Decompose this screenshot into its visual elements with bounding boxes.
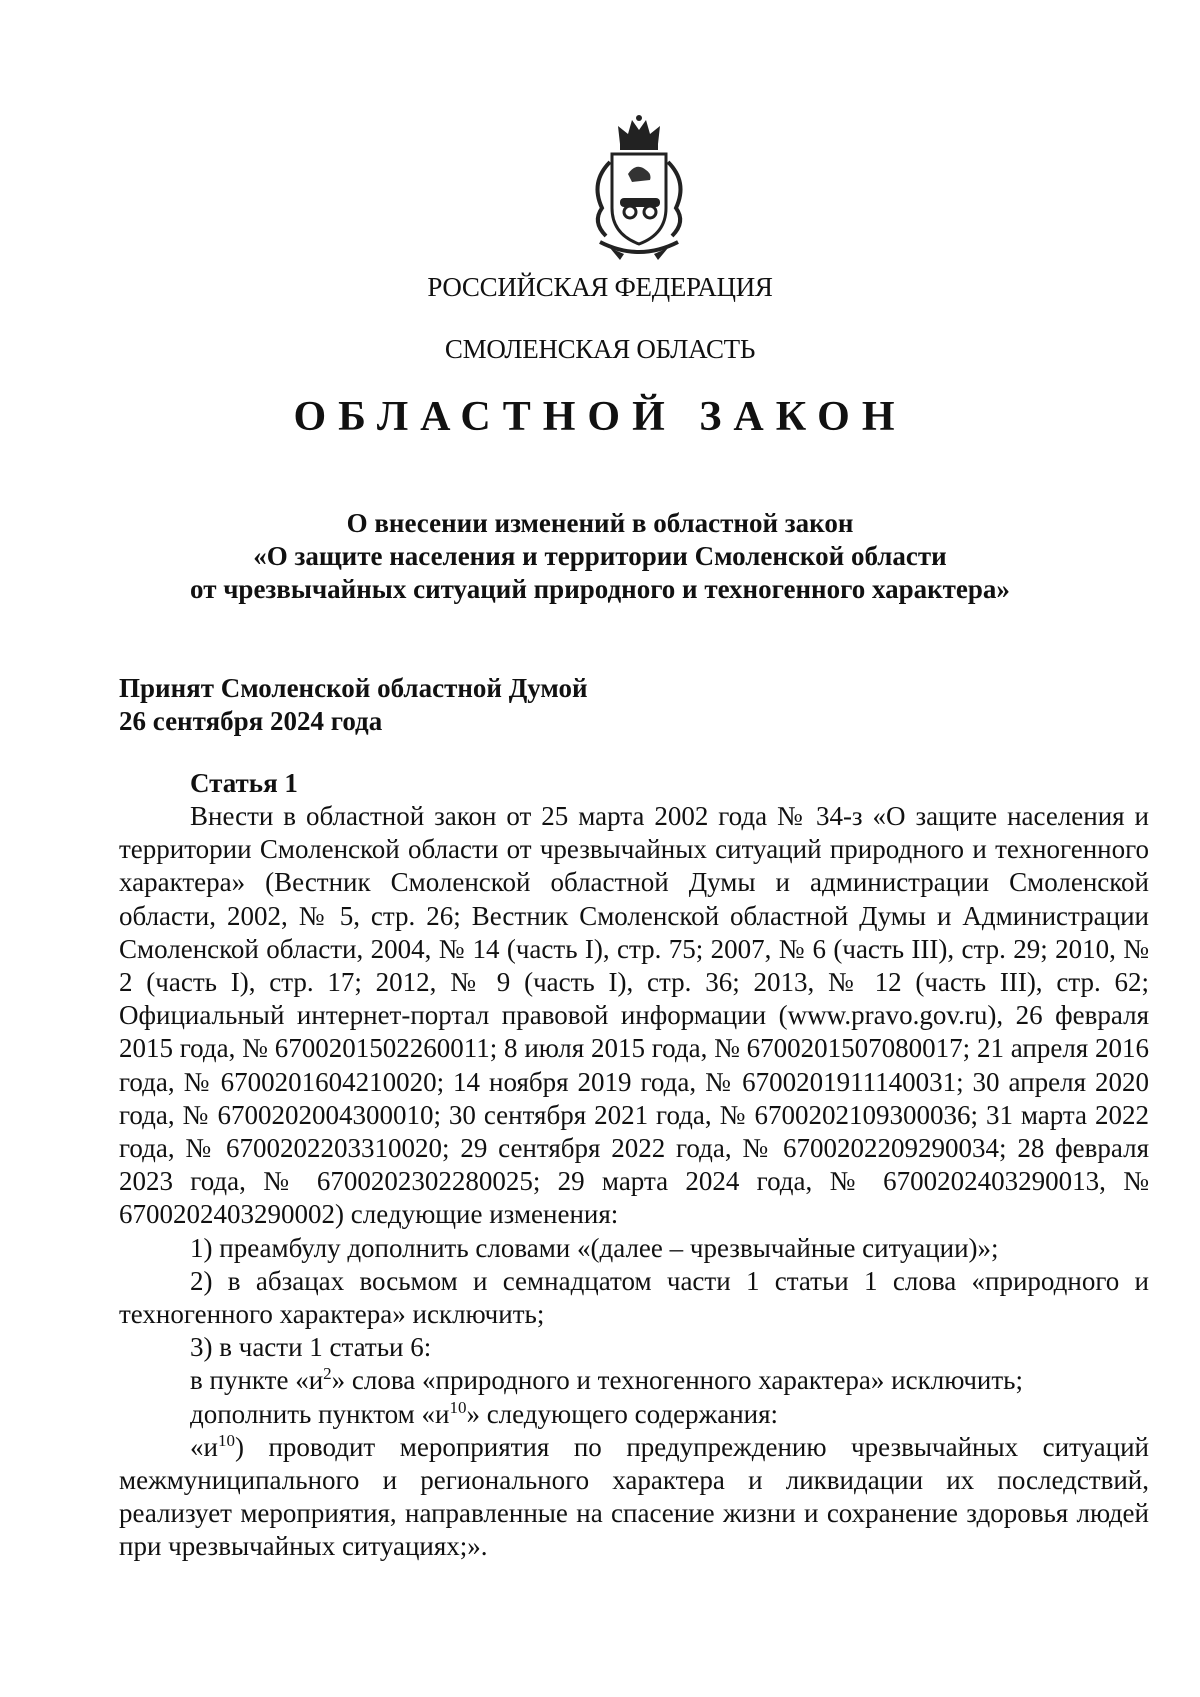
subject-line-1: О внесении изменений в областной закон [346, 508, 854, 538]
adoption-block [119, 672, 588, 738]
amendment-item-3b: дополнить пунктом «$и^{10}$» следующего содержания: [190, 1397, 779, 1429]
law-title: ОБЛАСТНОЙ ЗАКОН [293, 394, 907, 440]
article-1-body [119, 800, 1149, 1564]
law-subject [0, 507, 1200, 606]
federation-heading: РОССИЙСКАЯ ФЕДЕРАЦИЯ [427, 272, 773, 302]
adoption-date: 26 сентября 2024 года [119, 706, 383, 736]
amendment-item-3a: в пункте «$и^2$» слова «природного и техногенного характера» исключить; [190, 1364, 1023, 1396]
subject-line-2: «О защите населения и территории Смоленской области [253, 541, 947, 571]
article-1-intro: Внести в областной закон от 25 марта 2002 года № 34-з «О защите населения и территории Смоленской области от чрезвычайных ситуаций природного и техногенного характера» (Вестник Смоленской областной Думы и администрации Смоленской области, 2002, № 5, стр. 26; Вестник Смоленской областной Думы и Администрации Смоленской области, 2004, № 14 (часть I), стр. 75; 2007, № 6 (часть III), стр. 29; 2010, № 2 (часть I), стр. 17; 2012, № 9 (часть I), стр. 36; 2013, № 12 (часть III), стр. 62; Официальный интернет-портал правовой информации (www.pravo.gov.ru), 26 февраля 2015 года, № 6700201502260011; 8 июля 2015 года, № 6700201507080017; 21 апреля 2016 года, № 6700201604210020; 14 ноября 2019 года, № 6700201911140031; 30 апреля 2020 года, № 6700202004300010; 30 сентября 2021 года, № 6700202109300036; 31 марта 2022 года, № 6700202203310020; 29 сентября 2022 года, № 6700202209290034; 28 февраля 2023 года, № 6700202302280025; 29 марта 2024 года, № 6700202403290013, № 6700202403290002) следующие изменения: [119, 801, 1149, 1230]
article-1-title: Статья 1 [190, 768, 298, 798]
amendment-item-1: 1) преамбулу дополнить словами «(далее – чрезвычайные ситуации)»; [190, 1232, 999, 1263]
region-heading: СМОЛЕНСКАЯ ОБЛАСТЬ [444, 334, 756, 364]
amendment-item-2: 2) в абзацах восьмом и семнадцатом части 1 статьи 1 слова «природного и техногенного характера» исключить; [119, 1265, 1149, 1330]
smolensk-coat-of-arms-icon [580, 112, 698, 262]
adopted-by: Принят Смоленской областной Думой [119, 673, 588, 703]
amendment-item-3: 3) в части 1 статьи 6: [190, 1332, 432, 1363]
amendment-item-3c: «$и^{10}$) проводит мероприятия по предупреждению чрезвычайных ситуаций межмуниципального и регионального характера и ликвидации их последствий, реализует мероприятия, направленные на спасение жизни и сохранение здоровья людей при чрезвычайных ситуациях;». [119, 1430, 1149, 1562]
subject-line-3: от чрезвычайных ситуаций природного и техногенного характера» [190, 574, 1010, 604]
